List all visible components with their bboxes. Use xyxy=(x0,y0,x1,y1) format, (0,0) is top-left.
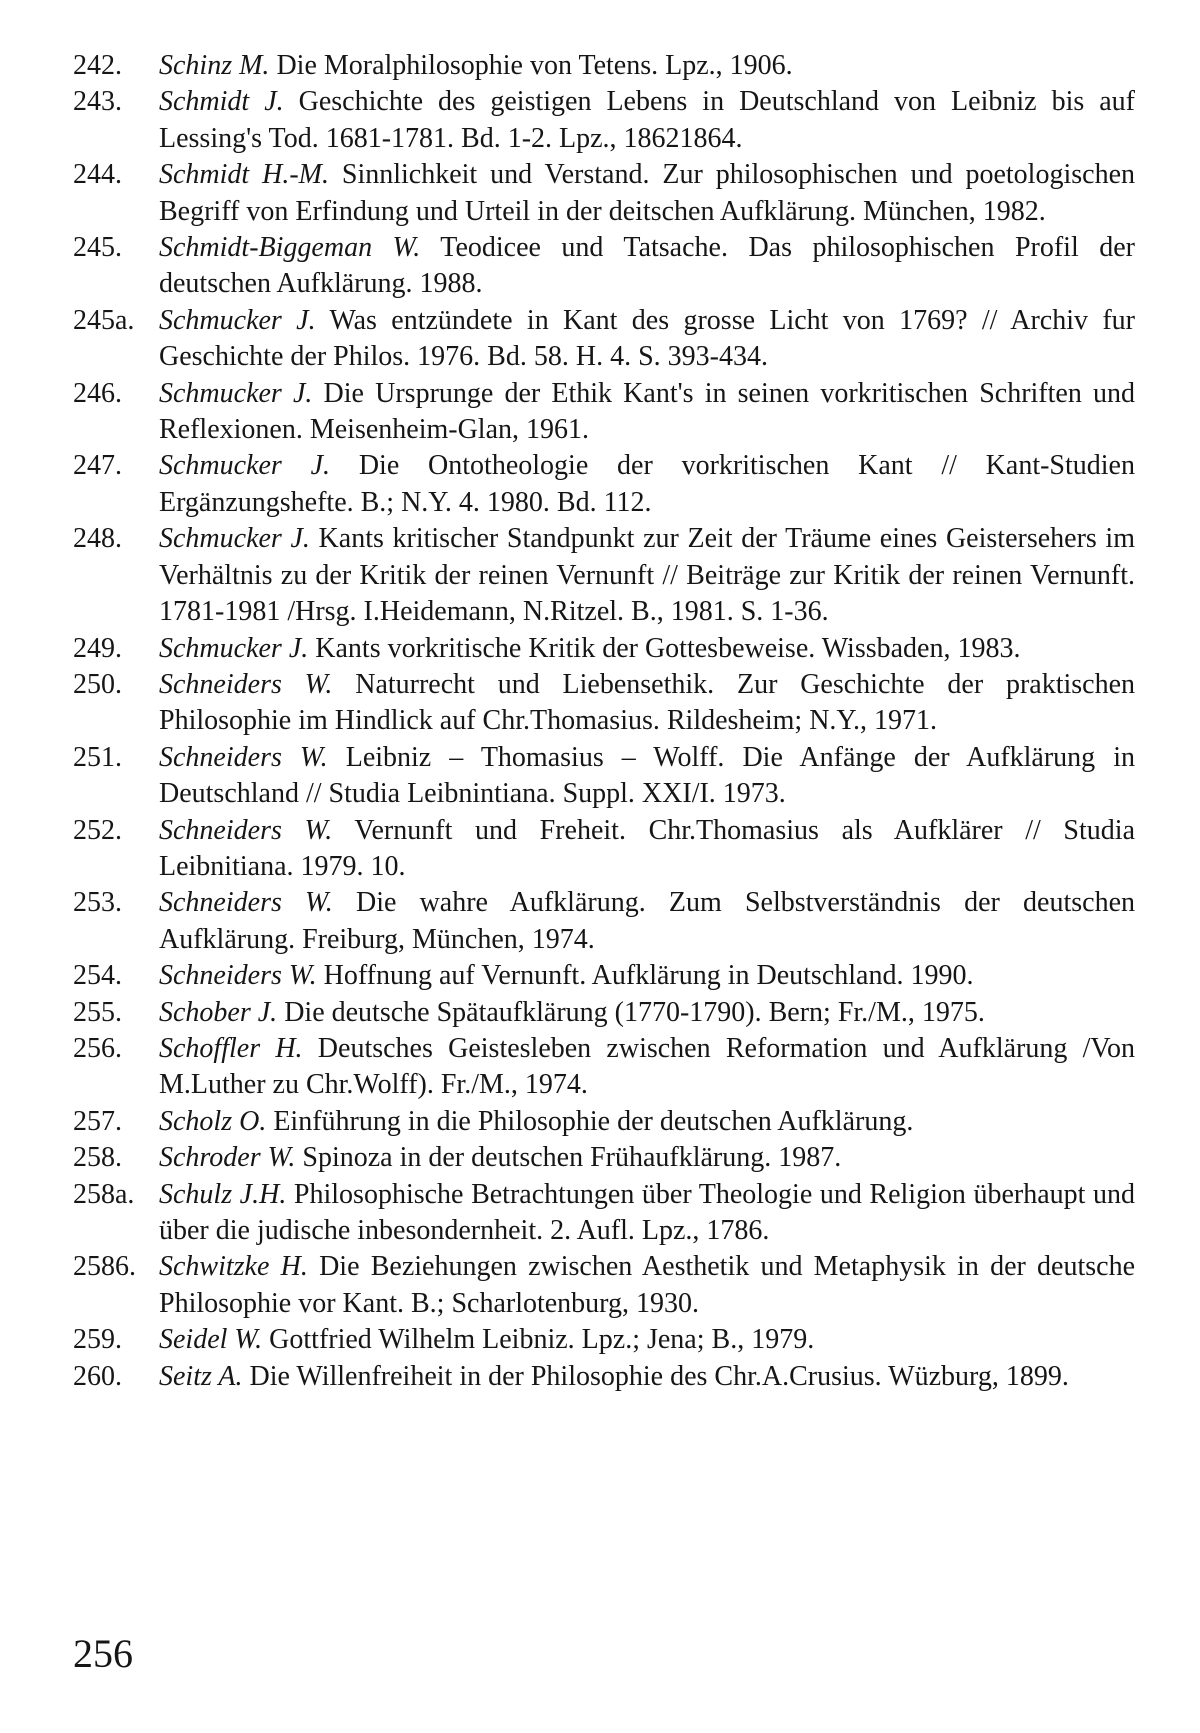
entry-body xyxy=(159,84,1135,157)
entry-body xyxy=(159,448,1135,521)
entry-text: Spinoza in der deutschen Frühaufklärung. 1987. xyxy=(295,1142,842,1174)
entry-number: 245a. xyxy=(73,304,135,336)
entry-body xyxy=(159,157,1135,230)
entry-body xyxy=(159,958,1135,994)
entry-text: Die wahre Aufklärung. Zum Selbstverständnis der deutschen Aufklärung. Freiburg, München, 1974. xyxy=(159,887,1135,955)
entry-number: 259. xyxy=(73,1324,122,1356)
bibliography-entry xyxy=(73,303,1135,376)
entry-body xyxy=(159,1104,1135,1140)
entry-body xyxy=(159,48,1135,84)
entry-text: Teodicee und Tatsache. Das philosophischen Profil der deutschen Aufklärung. 1988. xyxy=(159,232,1135,300)
bibliography-entry xyxy=(73,958,1135,994)
entry-author: Schmucker J. xyxy=(159,523,310,555)
entry-number: 2586. xyxy=(73,1251,136,1283)
bibliography-list xyxy=(73,48,1135,1395)
entry-text: Die Moralphilosophie von Tetens. Lpz., 1906. xyxy=(269,50,793,81)
entry-number: 242. xyxy=(73,50,122,81)
entry-body xyxy=(159,631,1135,667)
entry-author: Schneiders W. xyxy=(159,960,317,992)
entry-text: Philosophische Betrachtungen über Theologie und Religion überhaupt und über die judische inbesondernheit. 2. Aufl. Lpz., 1786. xyxy=(159,1178,1135,1246)
entry-text: Die Beziehungen zwischen Aesthetik und Metaphysik in der deutsche Philosophie vor Kant. B.; Scharlotenburg, 1930. xyxy=(159,1251,1135,1319)
entry-author: Schneiders W. xyxy=(159,814,333,846)
bibliography-entry xyxy=(73,667,1135,740)
entry-text: Kants vorkritische Kritik der Gottesbeweise. Wissbaden, 1983. xyxy=(308,632,1021,664)
entry-text: Sinnlichkeit und Verstand. Zur philosophischen und poetologischen Begriff von Erfindung und Urteil in der deitschen Aufklärung. München, 1982. xyxy=(159,159,1135,227)
entry-author: Schmucker J. xyxy=(159,377,313,409)
entry-author: Schneiders W. xyxy=(159,741,328,773)
entry-text: Einführung in die Philosophie der deutschen Aufklärung. xyxy=(266,1105,914,1137)
entry-body xyxy=(159,1359,1135,1395)
entry-number: 258. xyxy=(73,1142,122,1174)
bibliography-entry xyxy=(73,157,1135,230)
entry-author: Schneiders W. xyxy=(159,668,333,700)
entry-number: 250. xyxy=(73,668,122,700)
entry-author: Schmidt H.-M. xyxy=(159,159,329,191)
entry-author: Schroder W. xyxy=(159,1142,296,1174)
bibliography-entry xyxy=(73,631,1135,667)
entry-number: 249. xyxy=(73,632,122,664)
page-number: 256 xyxy=(73,1631,133,1676)
entry-body xyxy=(159,1140,1135,1176)
entry-body xyxy=(159,230,1135,303)
bibliography-entry xyxy=(73,1322,1135,1358)
entry-body xyxy=(159,995,1135,1031)
entry-author: Schmidt J. xyxy=(159,86,284,118)
entry-number: 248. xyxy=(73,523,122,555)
entry-number: 257. xyxy=(73,1105,122,1137)
entry-number: 243. xyxy=(73,86,122,118)
entry-text: Die deutsche Spätaufklärung (1770-1790). Bern; Fr./M., 1975. xyxy=(277,996,985,1028)
entry-author: Schinz M. xyxy=(159,50,270,81)
entry-text: Die Ontotheologie der vorkritischen Kant // Kant-Studien Ergänzungshefte. B.; N.Y. 4. 1980. Bd. 112. xyxy=(159,450,1135,518)
bibliography-entry xyxy=(73,740,1135,813)
entry-number: 256. xyxy=(73,1032,122,1064)
bibliography-entry xyxy=(73,448,1135,521)
entry-body xyxy=(159,1322,1135,1358)
entry-author: Schmucker J. xyxy=(159,304,316,336)
entry-body xyxy=(159,521,1135,630)
entry-text: Hoffnung auf Vernunft. Aufklärung in Deutschland. 1990. xyxy=(316,960,974,992)
entry-text: Deutsches Geistesleben zwischen Reformation und Aufklärung /Von M.Luther zu Chr.Wolff). Fr./M., 1974. xyxy=(159,1032,1136,1101)
entry-body xyxy=(159,1249,1135,1322)
entry-author: Seitz A. xyxy=(159,1360,243,1392)
entry-number: 260. xyxy=(73,1360,122,1392)
entry-text: Die Ursprunge der Ethik Kant's in seinen vorkritischen Schriften und Reflexionen. Meisenheim-Glan, 1961. xyxy=(159,377,1135,446)
entry-author: Schmucker J. xyxy=(159,632,309,664)
bibliography-entry xyxy=(73,48,1135,84)
entry-body xyxy=(159,667,1135,740)
entry-text: Gottfried Wilhelm Leibniz. Lpz.; Jena; B., 1979. xyxy=(262,1324,815,1356)
entry-number: 252. xyxy=(73,814,122,846)
entry-body xyxy=(159,303,1135,376)
entry-body xyxy=(159,1031,1135,1104)
entry-number: 246. xyxy=(73,377,122,409)
entry-author: Scholz O. xyxy=(159,1105,267,1137)
bibliography-entry xyxy=(73,1140,1135,1176)
bibliography-entry xyxy=(73,1104,1135,1140)
entry-text: Die Willenfreiheit in der Philosophie des Chr.A.Crusius. Wüzburg, 1899. xyxy=(242,1360,1069,1392)
bibliography-entry xyxy=(73,521,1135,630)
entry-body xyxy=(159,885,1135,958)
entry-text: Leibniz – Thomasius – Wolff. Die Anfänge der Aufklärung in Deutschland // Studia Leibnintiana. Suppl. XXI/I. 1973. xyxy=(159,741,1136,810)
entry-number: 253. xyxy=(73,887,122,919)
bibliography-entry xyxy=(73,84,1135,157)
bibliography-entry xyxy=(73,813,1135,886)
bibliography-entry xyxy=(73,1177,1135,1250)
bibliography-entry xyxy=(73,230,1135,303)
entry-author: Seidel W. xyxy=(159,1324,263,1356)
entry-number: 255. xyxy=(73,996,122,1028)
entry-text: Geschichte des geistigen Lebens in Deutschland von Leibniz bis auf Lessing's Tod. 1681-1781. Bd. 1-2. Lpz., 18621864. xyxy=(159,86,1135,154)
entry-body xyxy=(159,1177,1135,1250)
entry-body xyxy=(159,376,1135,449)
entry-author: Schneiders W. xyxy=(159,887,333,919)
entry-text: Naturrecht und Liebensethik. Zur Geschichte der praktischen Philosophie im Hindlick auf Chr.Thomasius. Rildesheim; N.Y., 1971. xyxy=(159,668,1136,737)
entry-author: Schmidt-Biggeman W. xyxy=(159,232,421,264)
entry-author: Schmucker J. xyxy=(159,450,331,482)
entry-body xyxy=(159,740,1135,813)
bibliography-entry xyxy=(73,1359,1135,1395)
entry-author: Schober J. xyxy=(159,996,278,1028)
entry-number: 245. xyxy=(73,232,122,264)
entry-text: Kants kritischer Standpunkt zur Zeit der Träume eines Geistersehers im Verhältnis zu der Kritik der reinen Vernunft // Beiträge zur Kritik der reinen Vernunft. 1781-1981 /Hrsg. I.Heidemann, N.Ritzel. B., 1981. S. 1-36. xyxy=(159,523,1135,628)
entry-text: Was entzündete in Kant des grosse Licht von 1769? // Archiv fur Geschichte der Philos. 1976. Bd. 58. H. 4. S. 393-434. xyxy=(159,304,1136,373)
entry-body xyxy=(159,813,1135,886)
entry-number: 247. xyxy=(73,450,122,482)
bibliography-entry xyxy=(73,1249,1135,1322)
entry-author: Schoffler H. xyxy=(159,1032,303,1064)
bibliography-entry xyxy=(73,995,1135,1031)
bibliography-entry xyxy=(73,1031,1135,1104)
bibliography-entry xyxy=(73,376,1135,449)
entry-number: 258a. xyxy=(73,1178,135,1210)
entry-author: Schulz J.H. xyxy=(159,1178,287,1210)
entry-number: 254. xyxy=(73,960,122,992)
entry-number: 251. xyxy=(73,741,122,773)
entry-number: 244. xyxy=(73,159,122,191)
bibliography-entry xyxy=(73,885,1135,958)
entry-text: Vernunft und Freheit. Chr.Thomasius als Aufklärer // Studia Leibnitiana. 1979. 10. xyxy=(159,814,1135,882)
entry-author: Schwitzke H. xyxy=(159,1251,308,1283)
